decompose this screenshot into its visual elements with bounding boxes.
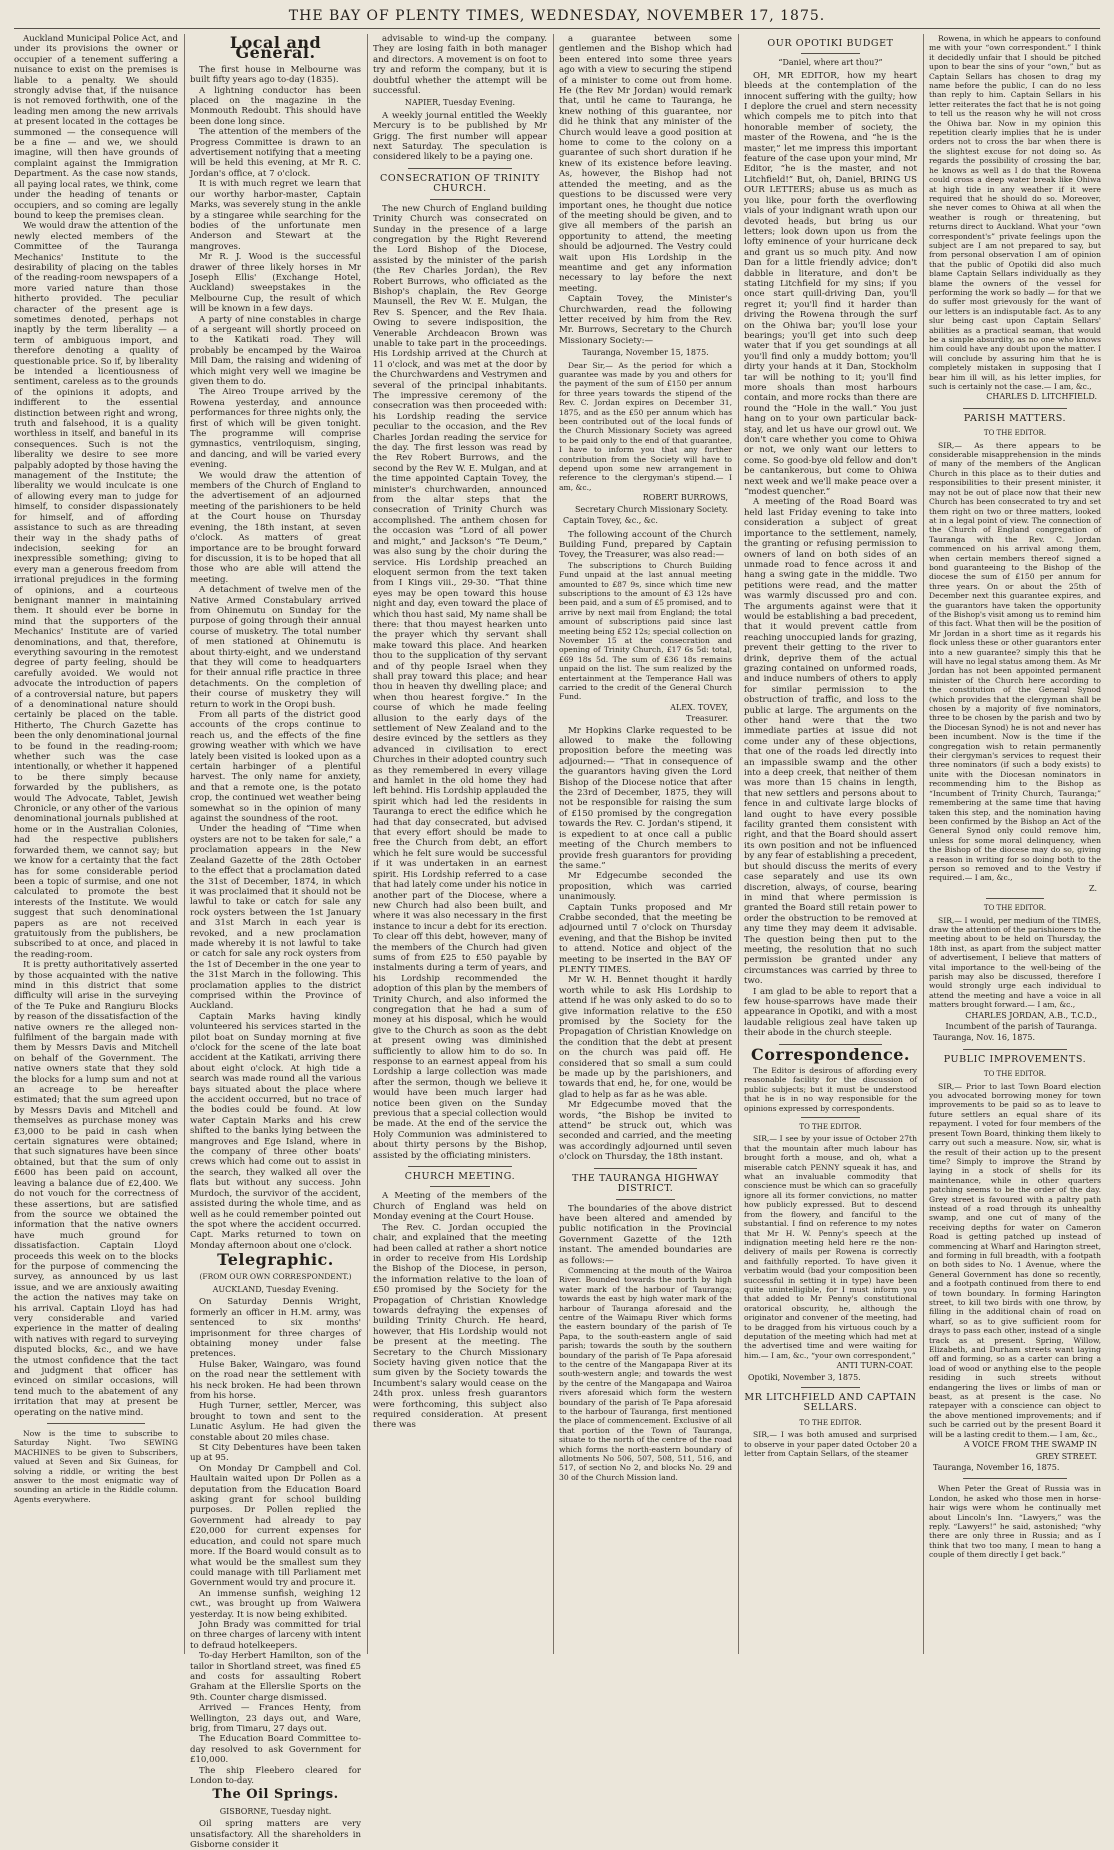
article-paragraph: It is pretty authoritatively asserted by those acquainted with the native mind in this district that some difficulty will arise in the surveying of the Te Puke and Rangiuru Blocks by reason of the dissatisfaction of the native owners re the alleged non-fulfilment of the bargain made with them by Messrs Davis and Mitchell on behalf of the Government. The native owners state that they sold the blocks for a lump sum and not at an acreage to be hereafter estimated; that the sum agreed upon by Messrs Davis and Mitchell and themselves as purchase money was £3,000 to be paid in cash when certain signatures were obtained; that such signatures have been since obtained, but that the sum of only £600 has been paid on account, leaving a balance due of £2,400. We do not vouch for the correctness of these assertions, but are satisfied from the source we obtained the information that the native owners have much ground for dissatisfaction. Captain Lloyd proceeds this week on to the blocks for the purpose of commencing the survey, as announced by us last issue, and we are anxiously awaiting the action the natives may take on his arrival. Captain Lloyd has had very considerable and varied experience in the matter of dealing with natives with regard to surveying disputed blocks, &c., and we have the utmost confidence that the tact and judgment that officer has evinced on similar occasions, will tend much to the abatement of any irritation that may at present be operating on the native mind. (14, 960, 178, 1418)
divider (963, 408, 1066, 409)
signature: ROBERT BURROWS, (642, 493, 728, 503)
news-item: To-day Herbert Hamilton, son of the tailor in Shortland street, was fined £5 and costs for assaulting Robert Graham at the Ellerslie Sports on the 9th. Counter charge dismissed. (190, 1651, 361, 1703)
divider (963, 1478, 1066, 1479)
article-heading-litchfield-sellars: MR LITCHFIELD AND CAPTAIN SELLARS. (744, 1392, 917, 1414)
article-heading-consecration: CONSECRATION OF TRINITY CHURCH. (380, 172, 540, 195)
news-item: advisable to wind-up the company. They are losing faith in both manager and directors. A movement is on foot to try and reform the company, but it is doubtful whether the attempt will be successful. (373, 34, 547, 97)
news-item: The first house in Melbourne was built fifty years ago to-day (1835). (190, 64, 361, 86)
news-item: Hulse Baker, Waingaro, was found on the road near the settlement with his neck broken. He had been thrown from his horse. (190, 1359, 361, 1401)
letter-text: SIR,— As there appears to be considerable misapprehension in the minds of many of the members of the Anglican Church in this place as to their duties and responsibilities to their present minister, it may not be out of place now that their new Church has been consecrated to try and set them right on two or three matters, looked at in a legal point of view. The connection of the Church of England congregation of Tauranga with the Rev. C. Jordan commenced on his arrival among them, when certain members thereof signed a bond guaranteeing to the Bishop of the diocese the sum of £150 per annum for three years. On or about the 25th of December next this guarantee expires, and the guarantors have taken the opportunity of the Bishop's visit among us to remind him of this fact. What then will be the position of Mr Jordan in a short time as it regards his flock unless these or other guarantors enter into a new guarantee? simply this that he will have no legal status among them. As Mr Jordan has not been appointed permanent minister of the Church here according to the constitution of the General Synod (which provides that the clergyman shall be chosen by a majority of five nominators, three to be chosen by the parish and two by the Diocesan Synod) he is not and never has been incumbent. Now is the time if the congregation wish to retain permanently their clergyman's services to request their three nominators (if such a body exists) to unite with the Diocesan nominators in recommending him to the Bishop as “Incumbent of Trinity Church, Tauranga;” remembering at the same time that having taken this step, and the nomination having been confirmed by the Bishop an Act of the General Synod only could remove him, unless for some moral delinquency, when the Bishop of the diocese may do so, giving a reason in writing for so doing both to the person so removed and to the Vestry if required.— I am, &c., (929, 440, 1101, 883)
letter-text: Dear Sir,— As the period for which a guarantee was made by you and others for the payment of the sum of £150 per annum for three years towards the stipend of the Rev. C. Jordan expires on December 31, 1875, and as the £50 per annum which has been contributed out of the local funds of the Church Missionary Society was agreed to be paid only to the end of that guarantee, I have to inform you that any further contribution from the Society will have to depend upon some new arrangement in reference to the clergyman's stipend.— I am, &c., (559, 360, 732, 492)
epigraph: “Daniel, where art thou?” (778, 58, 883, 68)
news-item: A detachment of twelve men of the Native Armed Constabulary arrived from Ohinemutu on Sunday for the purpose of going through their annual course of musketry. The total number of men stationed at Ohinemutu is about thirty-eight, and we understand that they will come to headquarters for their annual rifle practice in three detachments. On the completion of their course of musketry they will return to work in the Oropi bush. (190, 585, 361, 710)
news-item: The Aireo Troupe arrived by the Rowena yesterday, and announce performances for three nights only, the first of which will be given tonight. The programme will comprise gymnastics, ventriloquism, singing, and dancing, and will be varied every evening. (190, 387, 361, 471)
news-item: Hugh Turner, settler, Mercer, was brought to town and sent to the Lunatic Asylum. He had given the constable about 20 miles chase. (190, 1401, 361, 1443)
dateline: NAPIER, Tuesday Evening. (404, 98, 516, 108)
news-item: The ship Fleebero cleared for London to-day. (190, 1765, 361, 1787)
article-paragraph: Mr W. H. Bennet thought it hardly worth while to ask His Lordship to attend if he was only asked to do so to give information relative to the £50 promised by the Society for the Propagation of Christian Knowledge on the condition that the debt at present on the church was paid off. He considered that so small a sum could be made up by the parishioners, and towards that end, he, for one, would be glad to help as far as he was able. (559, 975, 732, 1100)
article-paragraph: The boundaries of the above district have been altered and amended by public notification in the Provincial Government Gazette of the 12th instant. The amended boundaries are as follows:— (559, 1203, 732, 1266)
article-paragraph: Mr Edgecumbe moved that the words, “the Bishop be invited to attend” be struck out, which was seconded and carried, and the meeting was accordingly adjourned until seven o'clock on Thursday, the 18th instant. (559, 1100, 732, 1163)
news-item: A weekly journal entitled the Weekly Mercury is to be published by Mr Grigg. The first number will appear next Saturday. The speculation is considered likely to be a paying one. (373, 110, 547, 163)
anecdote: When Peter the Great of Russia was in London, he asked who those men in horse-hair wigs were whom he continually met about Lincoln's Inn. “Lawyers,” was the reply. “Lawyers!” he said, astonished; “why there are only three in Russia; and as I think that two too many, I mean to hang a couple of them directly I get back.” (929, 1484, 1101, 1560)
news-item: Under the heading of “Time when oysters are not to be taken for sale,” a proclamation appears in the New Zealand Gazette of the 28th October to the effect that a proclamation dated the 31st of December, 1874, in which it was proclaimed that it should not be lawful to take or catch for sale any rock oysters between the 1st January and 31st March in each year is revoked, and a new proclamation made whereby it is not lawful to take or catch for sale any rock oysters from the 1st of December in the one year to the 31st March in the following. This proclamation applies to the district comprised within the Province of Auckland. (190, 824, 361, 1012)
divider (801, 1387, 860, 1388)
column-5 (744, 34, 917, 1654)
article-heading-highway-district: THE TAURANGA HIGHWAY DISTRICT. (571, 1172, 719, 1195)
letter-text: SIR,— I see by your issue of October 27th that the mountain after much labour has brought forth a mouse, and oh, what a miserable catch PENNY squeak it has, and what an invaluable commodity that conscience must be which can so gracefully ignore all its former convictions, no matter how publicly expressed. But to descend from the flowery, and fanciful to the substantial. I find on reference to my notes that Mr H. W. Penny's speech at the indignation meeting held here re the non-delivery of mails per Rowena is correctly and faithfully reported. To have given it verbatim would (bad your composition been successful in setting it in type) have been quite unintelligible, for I must inform you that added to Mr Penny's constitutional oratorical obscurity, he, although the originator and convener of the meeting, had to be dragged from his virtuous couch by a deputation of the meeting which had met at the advertised time and were waiting for him.— I am, &c., “your own correspondent,” (744, 1134, 917, 1360)
letter-text: SIR,— Prior to last Town Board election you advocated borrowing money for town improvements to be paid so as to leave to future settlers an equal share of its repayment. I voted for four members of the present Town Board, thinking them likely to carry out such a measure. Now, sir, what is the result of their action up to the present time? Simply to improve the Strand by laying in a stock of shells for its maintenance, while in other quarters patching seems to be the order of the day. Grey street is favoured with a paltry path instead of a road through its unhealthy swamp, and one cut of many of the receiving depths for water on Cameron Road is getting patched up instead of commencing at Wharf and Harington street, and forming in full breadth, with a footpath on both sides to No. 1 Avenue, where the General Government has done so recently, and a footpath continued from there to end of town boundary. In forming Harington street, to kill two birds with one throw, by filling in the additional chain of road on wharf, so as to give sufficient room for drays to pass each other, instead of a single track as at present. Spring, Willow, Elizabeth, and Durham streets want laying off and forming, so as a carter can bring a load of wood or anything else to the people residing in such streets without endangering the lives or limbs of man or beast, as at present is the case. No ratepayer with a conscience can object to the above mentioned improvements; and if such be carried out by the present Board it will be a lasting credit to them.— I am, &c., (929, 1081, 1101, 1439)
news-item: St City Debentures have been taken up at 95. (190, 1443, 361, 1464)
section-heading-oil-springs: The Oil Springs. (212, 1787, 339, 1803)
to-the-editor: TO THE EDITOR. (799, 1123, 862, 1132)
news-item: From all parts of the district good accounts of the crops continue to reach us, and the effects of the fine growing weather with which we have lately been visited is looked upon as a certain harbinger of a plentiful harvest. The only name for anxiety, and that a remote one, is the potato crop, the continued wet weather being somewhat so in the opinion of many against the soundness of the root. (190, 710, 361, 825)
news-item: Mr R. J. Wood is the successful drawer of three likely horses in Mr Joseph Ellis' (Exchange Hotel, Auckland) sweepstakes in the Melbourne Cup, the result of which will be known in a few days. (190, 252, 361, 315)
article-paragraph: Captain Tunks proposed and Mr Crabbe seconded, that the meeting be adjourned until 7 o'clock on Thursday evening, and that the Bishop be invited to attend. Notice and object of the meeting to be inserted in the BAY OF PLENTY TIMES. (559, 902, 732, 975)
article-heading-public-improvements: PUBLIC IMPROVEMENTS. (943, 1053, 1087, 1065)
divider (408, 168, 512, 169)
signature: ANTI TURN-COAT. (836, 1361, 913, 1371)
account-text: The subscriptions to Church Building Fund unpaid at the last annual meeting amounted to £87 9s, since which time new subscriptions to the amount of £3 12s have been paid, and a sum of £5 promised, and to arrive by next mail from England; the total amount of subscriptions paid since last meeting being £52 12s; special collection on November 15 at the consecration and opening of Trinity Church, £17 6s 5d: total, £69 18s 5d. The sum of £36 18s remains unpaid on the list. The sum realized by the entertainment at the Temperance Hall was carried to the credit of the General Church Fund. (559, 560, 732, 702)
masthead-rule (14, 28, 1100, 29)
article-paragraph: The following account of the Church Building Fund, prepared by Captain Tovey, the Treasurer, was also read:— (559, 529, 732, 561)
article-paragraph: OH, MR EDITOR, how my heart bleeds at the contemplation of the innocent suffering with the guilty; how I deplore the cruel and stern necessity which compels me to pitch into that honorable member of society, the master of the Rowena, and “he is the master,” let me impress this important feature of the case upon your mind, Mr Editor, “he is the master, and not Litchfield!” But, oh, Daniel, BRING US OUR LETTERS; abuse us as much as you like, pour forth the overflowing vials of your indignant wrath upon our devoted heads, but bring us our letters; look down upon us from the lofty eminence of your hurricane deck and grant us so much pity. And now Dan for a little friendly advice; don't dabble in literature, and don't be stating Litchfield for my sins; if you once start quill-driving Dan, you'll regret it; you'll find it harder than driving the Rowena through the surf on the Ohiwa bar; you'll lose your bearings; you'll get into such deep water that if you get soundings at all you'll find only a muddy bottom; you'll dirty your hands at it Dan, Stockholm tar will be nothing to it; you'll find more shoals than most harbours contain, and more rocks than there are round the “Hole in the wall.” You just hang on to your own particular back-stay, and let us have our growl out. We don't care whether you come to Ohiwa or not, we only want our letters to come. So good-bye old fellow and don't be cantankerous, but come to Ohiwa next week and we'll make peace over a “modest quencher.” (744, 70, 917, 498)
article-paragraph: The Rev. C. Jordan occupied the chair, and explained that the meeting had been called at rather a short notice in order to receive from His Lordship the Bishop of the Diocese, in person, the information relative to the loan of £50 promised by the Society for the Propagation of Christian Knowledge towards defraying the expenses of building Trinity Church. He heard, however, that His Lordship would not be present at the meeting. The Secretary to the Church Missionary Society having given notice that the sum given by the Society towards the Incumbent's salary would cease on the 24th prox. unless fresh guarantors were forthcoming, this subject also required consideration. At present there was (373, 1222, 547, 1431)
article-paragraph: Mr Hopkins Clarke requested to be allowed to make the following proposition before the meeting was adjourned:— “That in consequence of the guarantors having given the Lord Bishop of the Diocese notice that after the 23rd of December, 1875, they will not be responsible for raising the sum of £150 promised by the congregation towards the Rev. C. Jordan's stipend, it is expedient to at once call a public meeting of the Church members to provide fresh guarantors for providing the same.” (559, 725, 732, 871)
article-paragraph: A Meeting of the members of the Church of England was held on Monday evening at the Court House. (373, 1191, 547, 1223)
to-the-editor: TO THE EDITOR. (983, 1070, 1047, 1079)
column-1 (14, 34, 178, 1654)
news-item: Oil spring matters are very unsatisfactory. All the shareholders in Gisborne consider it (190, 1819, 361, 1850)
dateline: GISBORNE, Tuesday night. (219, 1806, 332, 1816)
signature: Incumbent of the parish of Tauranga. (945, 1022, 1097, 1032)
column-rule (184, 34, 185, 1654)
divider (430, 199, 489, 200)
letter-place: Tauranga, November 16, 1875. (933, 1462, 1060, 1472)
signature: Treasurer. (686, 714, 728, 724)
signature: A VOICE FROM THE SWAMP IN (963, 1440, 1097, 1450)
signature: CHARLES JORDAN, A.B., T.C.D., (965, 1010, 1097, 1020)
column-rule (923, 34, 924, 1654)
article-heading-church-meeting: CHURCH MEETING. (404, 1171, 516, 1183)
letter-place: Opotiki, November 3, 1875. (748, 1372, 861, 1382)
article-paragraph: I am glad to be able to report that a few house-sparrows have made their appearance in Opotiki, and with a most laudable religious zeal have taken up their abode in the church steeple. (744, 986, 917, 1039)
letter-text: Rowena, in which he appears to confound me with your “own correspondent.” I think it decidedly unfair that I should be pitched upon to bear the sins of your “own,” but as Captain Sellars has chosen to drag my name before the public, I can do no less than reply to him. Captain Sellars in his letter reiterates the fact that he is not going to tell us the reason why he will not cross the Ohiwa bar. Now in my opinion this repetition clearly implies that he is under orders not to cross the bar when there is the slightest excuse for not doing so. As regards the possibility of crossing the bar, he knows as well as I do that the Rowena could cross a deep water break like Ohiwa at high tide in any weather if it were required that he should do so. Moreover, she never comes to Ohiwa at all when the weather is rough or threatening, but returns direct to Auckland. What your “own correspondent's” private feelings upon the subject are I am not prepared to say, but from personal observation I am of opinion that the public of Opotiki did also much blame Captain Sellars individually as they blame the owners of the vessel for performing the work so badly — for that we do suffer most grievously for the want of our letters is an indisputable fact. As to any slur being cast upon Captain Sellars' abilities as a practical seaman, that would be a simple absurdity, as no one who knows him could have any doubt upon the matter. I will conclude by assuring him that he is completely mistaken in supposing that I bear him ill will, as his letter implies, for such is certainly not the case.— I am, &c., (929, 34, 1101, 392)
divider (801, 1117, 860, 1118)
masthead: THE BAY OF PLENTY TIMES, WEDNESDAY, NOVEMBER 17, 1875. (288, 8, 826, 24)
editorial-note: The Editor is desirous of affording every reasonable facility for the discussion of public subjects; but it must be understood that he is in no way responsible for the opinions expressed by correspondents. (744, 1066, 917, 1113)
column-rule (367, 34, 368, 1654)
news-item: A party of nine constables in charge of a sergeant will shortly proceed on to the Katikati road. They will probably be encamped by the Wairoa Mill Dam, the raising and widening of which might very well we imagine be given them to do. (190, 314, 361, 387)
divider (963, 1049, 1066, 1050)
addressee: Captain Tovey, &c., &c. (563, 516, 658, 526)
divider (408, 1166, 512, 1167)
article-heading-opotiki-budget: OUR OPOTIKI BUDGET (767, 38, 894, 49)
divider (616, 1199, 675, 1200)
letter-text: SIR,— I was both amused and surprised to observe in your paper dated October 20 a letter from Captain Sellars, of the steamer (744, 1430, 917, 1459)
article-paragraph: Captain Tovey, the Minister's Churchwarden, read the following letter received by him from the Rev. Mr. Burrows, Secretary to the Church Missionary Society:— (559, 294, 732, 346)
news-item: On Saturday Dennis Wright, formerly an officer in H.M. army, was sentenced to six months' imprisonment for three charges of obtaining money under false pretences. (190, 1297, 361, 1360)
divider (986, 898, 1044, 899)
divider (594, 1168, 698, 1169)
news-item: John Brady was committed for trial on three charges of larceny with intent to defraud hotelkeepers. (190, 1619, 361, 1651)
column-6 (929, 34, 1101, 1654)
article-paragraph: The new Church of England building Trinity Church was consecrated on Sunday in the presence of a large congregation by the Right Reverend the Lord Bishop of the Diocese, assisted by the minister of the parish (the Rev Charles Jordan), the Rev Robert Burrows, who officiated as the Bishop's chaplain, the Rev George Maunsell, the Rev W. E. Mulgan, the Rev S. Spencer, and the Rev Ihaia. Owing to severe indisposition, the Venerable Archdeacon Brown was unable to take part in the proceedings. His Lordship arrived at the Church at 11 o'clock, and was met at the door by the Churchwardens and Vestrymen and several of the principal inhabitants. The impressive ceremony of the consecration was then proceeded with: his Lordship reading the service peculiar to the occasion, and the Rev Charles Jordan reading the service for the day. The first lesson was read by the Rev Robert Burrows, and the second by the Rev W. E. Mulgan, and at the time appointed Captain Tovey, the minister's churchwarden, announced from the altar steps that the consecration of Trinity Church was accomplished. The anthem chosen for the occasion was “Lord of all power and might,” and Jackson's “Te Deum,” was also sung by the choir during the service. His Lordship preached an eloquent sermon from the text taken from I Kings viii., 29-30. “That thine eyes may be open toward this house night and day, even toward the place of which thou hast said, My name shall be there: that thou mayest hearken unto the prayer which thy servant shall make toward this place. And hearken thou to the supplication of thy servant and of thy people Israel when they shall pray toward this place; and hear thou in heaven thy dwelling place; and when thou hearest forgive.” In the course of which he made feeling allusion to the early days of the settlement of New Zealand and to the desire evinced by the settlers as they advanced in civilisation to erect Churches in their adopted country such as they remembered in every village and hamlet in the old home they had left behind. His Lordship applauded the spirit which had led the residents in Tauranga to erect the edifice which he had that day consecrated, but advised that every effort should be made to free the Church from debt, an effort which he felt sure would be successful if it was undertaken in an earnest spirit. His Lordship referred to a case that had lately come under his notice in another part of the Diocese, where a new Church had also been built, and where it was also necessary in the first instance to incur a debt for its erection. To clear off this debt, however, many of the members of the Church had given sums of from £25 to £50 payable by instalments during a term of years, and his Lordship recommended the adoption of this plan by the members of Trinity Church, and also informed the congregation that he had a sum of money at his disposal, which he would give to the Church as soon as the debt at present owing was diminished sufficiently to allow him to do so. In response to an earnest appeal from his Lordship a large collection was made after the sermon, though we believe it would have been much larger had notice been given on the Sunday previous that a special collection would be made. At the end of the service the Holy Communion was administered to about thirty persons by the Bishop, assisted by the officiating ministers. (373, 203, 548, 1161)
news-item: On Monday Dr Campbell and Col. Haultain waited upon Dr Pollen as a deputation from the Education Board asking grant for school building purposes. Dr Pollen replied the Government had already to pay £20,000 for current expenses for education, and could not spare much more. If the Board would consult as to what would be the smallest sum they could manage with till Parliament met Government would try and procure it. (190, 1463, 361, 1589)
news-item: The Education Board Committee to-day resolved to ask Government for £10,000. (190, 1734, 361, 1766)
letter-place: Tauranga, Nov. 16, 1875. (933, 1033, 1035, 1043)
article-paragraph: Auckland Municipal Police Act, and under its provisions the owner or occupier of a tenement suffering a nuisance to exist on the premises is liable to a penalty. We should strongly advise that, if the nuisance is not removed forthwith, one of the leading men among the new arrivals at present located in the cottages be summoned — the consequence will be a fine — and we, we should imagine, will then have grounds of complaint against the Immigration Department. As the case now stands, all paying local rates, we think, come under the heading of tenants or occupiers, and so coming are legally bound to keep the premises clean. (14, 34, 178, 221)
article-paragraph: We would draw the attention of the newly elected members of the Committee of the Tauranga Mechanics' Institute to the desirability of placing on the tables of the reading-room newspapers of a more varied nature than those hitherto provided. The peculiar character of the present age is sometimes denoted, perhaps not inaptly by the term liberality — a term of ambiguous import, and therefore denoting a quality of questionable price. So if, by liberality be intended a licentiousness of sentiment, careless as to the grounds of the opinions it adopts, and indifferent to the essential distinction between right and wrong, truth and falsehood, it is a quality worthless in itself, and baneful in its consequences. Such is not the liberality we desire to see more palpably adopted by those having the management of the Institute; the liberality we would inculcate is one of allowing every man to judge for himself, to consider dispassionately for himself, and of affording assistance to such as are threading their way in the shady paths of indecision, seeking for an inexpressible something; giving to every man a generous freedom from irrational prejudices in the forming of opinions, and a courteous benignant manner in maintaining them. It should ever be borne in mind that the supporters of the Mechanics' Institute are of varied denominations, and that, therefore, everything savouring in the remotest degree of party feeling, should be carefully avoided. We would not advocate the introduction of papers of a controversial nature, but papers of a denominational nature should certainly be placed on the table. Hitherto, The Church Gazette has been the only denominational journal to be found in the reading-room; whether such was the case intentionally, or whether it happened to be there simply because forwarded by the publishers, as would The Advocate, Tablet, Jewish Chronicle, or any other of the various denominational journals published at home or in the Australian Colonies, had the respective publishers forwarded them, we cannot say; but we know for a certainty that the fact has for some considerable period been a topic of surmise, and one not calculated to promote the best interests of the Institute. We would suggest that such denominational papers as are not received gratuitously from the publishers, be subscribed to at once, and placed in the reading-room. (14, 221, 178, 960)
advertisement-note: Now is the time to subscribe to Saturday Night. Two SEWING MACHINES to be given to Subscribers, valued at Seven and Six Guineas, for solving a riddle, or writing the best answer to the most enigmatic way of sounding an article in the Riddle column. Agents everywhere. (14, 1429, 178, 1504)
signature: CHARLES D. LITCHFIELD. (986, 392, 1097, 402)
news-item: An immense sunfish, weighing 12 cwt., was brought up from Waiwera yesterday. It is now being exhibited. (190, 1588, 361, 1620)
column-2 (190, 33, 361, 1850)
signature: GREY STREET. (1035, 1451, 1097, 1461)
news-item: The attention of the members of the Progress Committee is drawn to an advertisement notifying that a meeting will be held this evening, at Mr R. C. Jordan's office, at 7 o'clock. (190, 127, 361, 179)
article-paragraph: a guarantee between some gentlemen and the Bishop which had been entered into some three years ago with a view to securing the stipend of a minister to come out from home. He (the Rev Mr Jordan) would remark that, until he came to Tauranga, he knew nothing of this guarantee, nor did he think that any minister of the Church would leave a good position at home to come to the colony on a guarantee of such short duration if he knew of its existence before leaving. As, however, the Bishop had not attended the meeting, and as the questions to be discussed were very important ones, he thought due notice of the meeting should be given, and to give all members of the parish an opportunity to attend, the meeting should be adjourned. The Vestry could wait upon His Lordship in the meantime and get any information necessary to lay before the next meeting. (559, 34, 732, 294)
signature: Z. (1089, 883, 1097, 893)
news-item: A lightning conductor has been placed on the magazine in the Monmouth Redoubt. This should have been done long since. (190, 85, 361, 127)
article-paragraph: Commencing at the mouth of the Wairoa River. Bounded towards the north by high water mark of the harbour of Tauranga; towards the east by high water mark of the harbour of Tauranga aforesaid and the centre of the Waimapu River which forms the eastern boundary of the parish of Te Papa, to the south-eastern angle of said parish; towards the south by the southern boundary of the parish of Te Papa aforesaid to the centre of the Mangapapa River at its south-western angle; and towards the west by the centre of the Mangapapa and Wairoa rivers aforesaid which form the western boundary of the parish of Te Papa aforesaid to the harbour of Tauranga, first mentioned the place of commencement. Exclusive of all that portion of the Town of Tauranga, situate to the north of the centre of the road which forms the north-eastern boundary of allotments No 506, 507, 508, 511, 516, and 517, of section No 2, and blocks No. 29 and 30 of the Church Mission land. (559, 1265, 732, 1482)
column-rule (738, 34, 739, 1654)
article-paragraph: A meeting of the Road Board was held last Friday evening to take into consideration a subject of great importance to the settlement, namely, the granting or refusing permission to owners of land on both sides of an unmade road to fence across it and hang a swing gate in the middle. Two petitions were read, and the matter was warmly discussed pro and con. The arguments against were that it would be establishing a bad precedent, that it would prevent cattle from reaching unoccupied lands for grazing, prevent their getting to the river to drink, deprive them of the actual grazing contained on unformed roads, and induce numbers of others to apply for similar permission to the obstruction of traffic, and loss to the public at large. The arguments on the other hand were that the two immediate parties at issue did not come under any of these objections, that one of the roads led directly into an impassible swamp and the other into a deep creek, that neither of them was more than 15 chains in length, that new settlers and persons about to fence in and cultivate large blocks of land ought to have every possible facility granted them consistent with right, and that the Board should assert its own position and not be influenced by any fear of establishing a precedent, but should discuss the merits of every case separately and use its own discretion, always, of course, bearing in mind that where permission is granted the Board still retain power to order the obstruction to be removed at any time they may deem it advisable. The question being then put to the meeting, the resolution that no such permission be granted under any circumstances was carried by three to two. (744, 497, 917, 987)
column-4 (559, 34, 732, 1654)
section-heading-local-and-general: Local and General. (229, 33, 322, 63)
dateline: Tauranga, November 15, 1875. (582, 348, 709, 358)
divider (430, 1186, 489, 1187)
dateline: AUCKLAND, Tuesday Evening. (212, 1284, 339, 1294)
news-item: Arrived — Frances Henty, from Wellington, 23 days out, and Ware, brig, from Timaru, 27 days out. (190, 1703, 361, 1734)
column-3 (373, 34, 547, 1654)
column-rule (553, 34, 554, 1654)
divider (801, 53, 860, 54)
to-the-editor: TO THE EDITOR. (983, 904, 1047, 913)
letter-text: SIR,— I would, per medium of the TIMES, draw the attention of the parishioners to the meeting about to be held on Thursday, the 18th inst, as apart from the subject matter of advertisement, I believe that matters of vital importance to the well-being of the parish may also be discussed, therefore I would strongly urge each individual to attend the meeting and have a voice in all matters brought forward.— I am, &c., (929, 915, 1101, 1010)
article-heading-parish-matters: PARISH MATTERS. (963, 412, 1067, 424)
to-the-editor: TO THE EDITOR. (983, 429, 1047, 438)
news-item: Captain Marks having kindly volunteered his services started in the pilot boat on Sunday morning at five o'clock for the scene of the late boat accident at the Katikati, arriving there about eight o'clock. At high tide a search was made round all the various bays situated about the place where the accident occurred, but no trace of the bodies could be found. At low water Captain Marks and his crew shifted to the banks lying between the mangroves and Ege Island, where in the company of three other boats' crews which had come out to assist in the search, they walked all over the flats but without any success. John Murdoch, the survivor of the accident, assisted during the whole time, and as well as he could remember pointed out the spot where the accident occurred. Capt. Marks returned to town on Monday afternoon about one o'clock. (190, 1011, 361, 1251)
news-item: We would draw the attention of members of the Church of England to the advertisement of an adjourned meeting of the parishioners to be held at the Court house on Thursday evening, the 18th instant, at seven o'clock. As matters of great importance are to be brought forward for discussion, it is to be hoped that all those who are able will attend the meeting. (190, 470, 361, 585)
divider (47, 1423, 145, 1424)
signature: ALEX. TOVEY, (670, 702, 728, 712)
section-subheading: (FROM OUR OWN CORRESPONDENT.) (199, 1271, 352, 1281)
section-heading-correspondence: Correspondence. (751, 1044, 910, 1064)
news-item: It is with much regret we learn that our worthy harbor-master, Captain Marks, was severely stung in the ankle by a stingaree while searching for the bodies of the unfortunate men Anderson and Stewart at the mangroves. (190, 179, 361, 252)
article-paragraph: Mr Edgecumbe seconded the proposition, which was carried unanimously. (559, 871, 732, 903)
signature: Secretary Church Missionary Society. (575, 504, 728, 514)
section-heading-telegraphic: Telegraphic. (217, 1250, 334, 1270)
to-the-editor: TO THE EDITOR. (799, 1418, 862, 1427)
